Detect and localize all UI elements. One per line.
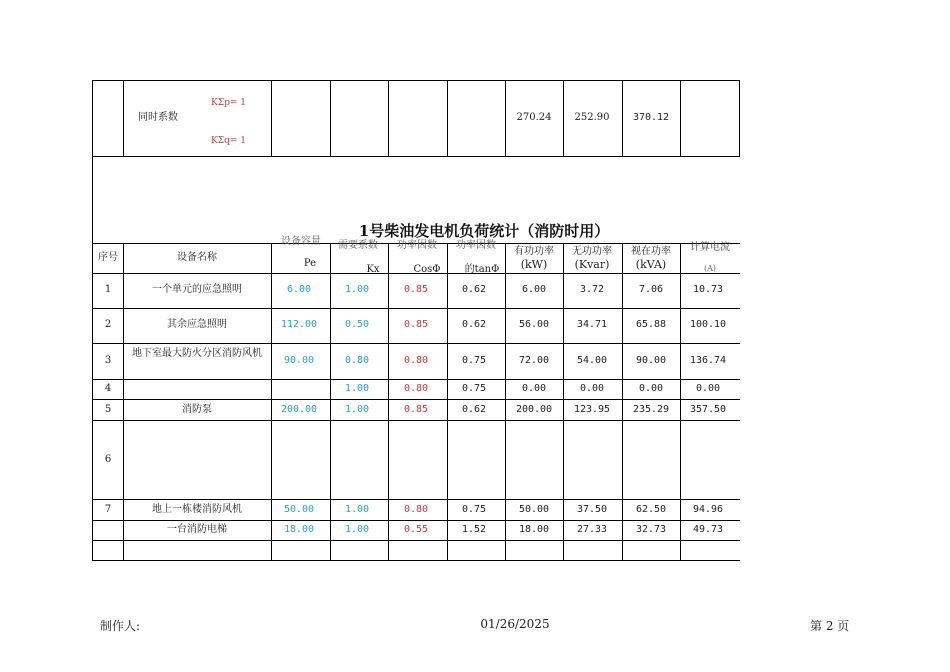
footer-date: 01/26/2025 (480, 617, 550, 631)
row-seq: 2 (104, 319, 112, 330)
header-cos-top: 功率因数 (397, 240, 437, 251)
row-p: 6.00 (521, 284, 547, 295)
row-name: 地下室最大防火分区消防风机 (132, 348, 262, 359)
header-cos-cell (389, 240, 447, 275)
row-q: 54.00 (576, 355, 608, 366)
row-seq: 1 (104, 284, 112, 295)
grid-line (92, 379, 740, 380)
total-s: 370.12 (632, 112, 670, 123)
row-seq: 4 (104, 383, 112, 394)
header-name: 设备名称 (177, 252, 217, 263)
header-pe: Pe (303, 258, 317, 269)
header-tan-cell (448, 240, 505, 275)
row-s: 7.06 (638, 284, 664, 295)
row-q: 3.72 (579, 284, 605, 295)
row-seq: 3 (104, 355, 112, 366)
row-q: 27.33 (576, 524, 608, 535)
row-i: 94.96 (692, 504, 724, 515)
row-kx: 1.00 (344, 524, 370, 535)
grid-line (388, 243, 389, 561)
row-pe: 6.00 (286, 284, 312, 295)
header-p: (kW) (520, 258, 548, 271)
row-tan: 1.52 (461, 524, 487, 535)
row-i: 49.73 (692, 524, 724, 535)
row-i: 10.73 (692, 284, 724, 295)
footer-maker: 制作人: (100, 619, 141, 633)
row-tan: 0.75 (461, 355, 487, 366)
grid-line (680, 80, 681, 157)
grid-line (92, 156, 740, 157)
row-q: 34.71 (576, 319, 608, 330)
header-tan: 的tanΦ (464, 264, 500, 275)
row-s: 32.73 (635, 524, 667, 535)
row-pe: 50.00 (283, 504, 315, 515)
header-tan-top: 功率因数 (456, 240, 496, 251)
grid-line (92, 80, 93, 561)
grid-line (330, 80, 331, 157)
header-i: (A) (703, 264, 717, 273)
header-cos: CosΦ (413, 264, 441, 275)
row-cos: 0.85 (403, 284, 429, 295)
footer-page-number: 第 2 页 (810, 619, 850, 633)
row-tan: 0.75 (461, 383, 487, 394)
row-p: 18.00 (518, 524, 550, 535)
total-p: 270.24 (516, 112, 552, 123)
grid-line (680, 243, 681, 561)
header-pe-cell (272, 236, 330, 273)
row-seq: 6 (104, 454, 112, 465)
row-tan: 0.75 (461, 504, 487, 515)
grid-line (563, 80, 564, 157)
header-p-top: 有功功率 (514, 246, 554, 257)
total-q: 252.90 (574, 112, 610, 123)
row-p: 200.00 (515, 404, 553, 415)
row-name: 一个单元的应急照明 (152, 284, 242, 295)
grid-line (123, 80, 124, 157)
grid-line (563, 243, 564, 561)
row-i: 0.00 (695, 383, 721, 394)
row-name: 一台消防电梯 (167, 524, 227, 535)
grid-line (271, 80, 272, 157)
row-i: 136.74 (689, 355, 727, 366)
row-kx: 1.00 (344, 284, 370, 295)
grid-line (388, 80, 389, 157)
row-cos: 0.80 (403, 383, 429, 394)
grid-line (92, 520, 740, 521)
row-pe: 90.00 (283, 355, 315, 366)
header-i-cell (681, 244, 739, 273)
header-kx: Kx (366, 264, 380, 275)
row-p: 0.00 (521, 383, 547, 394)
header-pe-top: 设备容量 (281, 236, 321, 247)
grid-line (123, 243, 124, 561)
row-cos: 0.80 (403, 504, 429, 515)
header-i-top: 计算电流 (690, 242, 730, 253)
row-cos: 0.85 (403, 404, 429, 415)
grid-line (92, 80, 740, 81)
row-name: 地上一栋楼消防风机 (152, 504, 242, 515)
grid-line (447, 80, 448, 157)
k-p-value: KΣp= 1 (211, 98, 246, 108)
grid-line (622, 80, 623, 157)
k-q-value: KΣq= 1 (211, 136, 246, 146)
grid-line (505, 243, 506, 561)
row-cos: 0.85 (403, 319, 429, 330)
row-pe: 18.00 (283, 524, 315, 535)
row-s: 0.00 (638, 383, 664, 394)
row-pe: 112.00 (280, 319, 318, 330)
simultaneity-label: 同时系数 (138, 112, 178, 123)
row-tan: 0.62 (461, 319, 487, 330)
header-kx-top: 需要系数 (338, 240, 378, 251)
header-s: (kVA) (635, 258, 667, 271)
row-pe: 200.00 (280, 404, 318, 415)
row-p: 56.00 (518, 319, 550, 330)
row-s: 65.88 (635, 319, 667, 330)
header-q: (Kvar) (574, 258, 610, 271)
row-i: 100.10 (689, 319, 727, 330)
row-p: 72.00 (518, 355, 550, 366)
grid-line (92, 540, 740, 541)
grid-line (92, 499, 740, 500)
grid-line (92, 399, 740, 400)
row-seq: 5 (104, 404, 112, 415)
row-kx: 1.00 (344, 383, 370, 394)
row-q: 123.95 (573, 404, 611, 415)
row-s: 62.50 (635, 504, 667, 515)
table-title: 1号柴油发电机负荷统计（消防时用） (358, 222, 610, 240)
row-kx: 1.00 (344, 404, 370, 415)
row-q: 0.00 (579, 383, 605, 394)
grid-line (739, 80, 740, 157)
grid-line (92, 420, 740, 421)
row-cos: 0.55 (403, 524, 429, 535)
row-seq: 7 (104, 504, 112, 515)
header-s-top: 视在功率 (631, 246, 671, 257)
row-s: 90.00 (635, 355, 667, 366)
grid-line (271, 243, 272, 561)
header-kx-cell (331, 240, 388, 275)
row-kx: 0.80 (344, 355, 370, 366)
grid-line (447, 243, 448, 561)
row-kx: 0.50 (344, 319, 370, 330)
grid-line (622, 243, 623, 561)
row-name: 消防泵 (182, 404, 212, 415)
grid-line (92, 308, 740, 309)
grid-line (92, 560, 740, 561)
row-q: 37.50 (576, 504, 608, 515)
grid-line (92, 343, 740, 344)
row-tan: 0.62 (461, 404, 487, 415)
row-i: 357.50 (689, 404, 727, 415)
row-p: 50.00 (518, 504, 550, 515)
grid-line (330, 243, 331, 561)
row-tan: 0.62 (461, 284, 487, 295)
header-seq: 序号 (98, 252, 118, 263)
row-name: 其余应急照明 (167, 319, 227, 330)
header-q-top: 无功功率 (572, 246, 612, 257)
row-cos: 0.80 (403, 355, 429, 366)
row-kx: 1.00 (344, 504, 370, 515)
row-s: 235.29 (632, 404, 670, 415)
grid-line (505, 80, 506, 157)
